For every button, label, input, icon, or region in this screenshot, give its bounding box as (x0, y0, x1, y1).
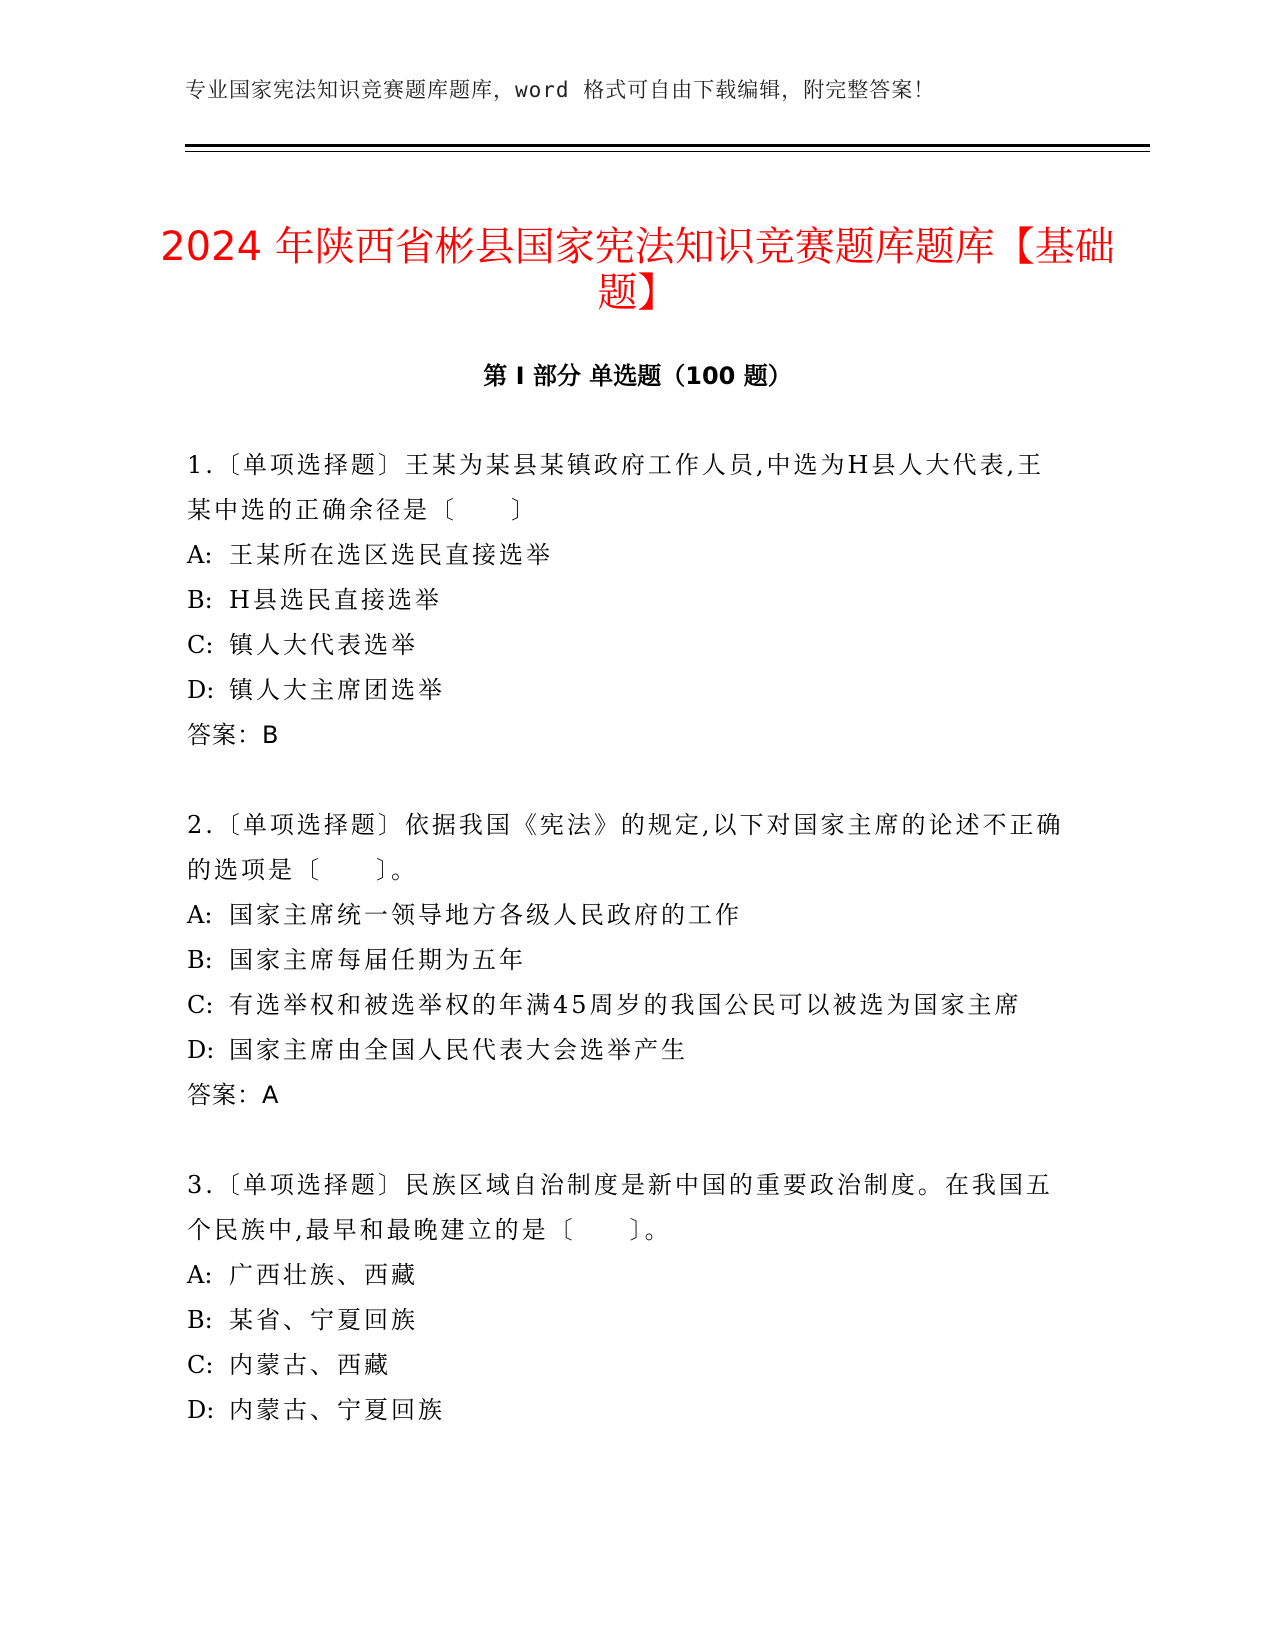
question-stem: 1.〔单项选择题〕王某为某县某镇政府工作人员,中选为H县人大代表,王某中选的正确余径是〔 〕 (187, 451, 1045, 524)
option-key: D: (187, 1036, 215, 1064)
document-title: 2024 年陕西省彬县国家宪法知识竞赛题库题库【基础题】 (160, 223, 1115, 316)
option-b (187, 938, 1067, 983)
option-key: D: (187, 1396, 215, 1424)
header-divider-thick (185, 144, 1150, 147)
option-text: 内蒙古、宁夏回族 (229, 1396, 445, 1424)
option-text: 国家主席每届任期为五年 (229, 946, 526, 974)
question-stem: 3.〔单项选择题〕民族区域自治制度是新中国的重要政治制度。在我国五个民族中,最早和最晚建立的是〔 〕。 (187, 1171, 1053, 1244)
section-heading: 第 I 部分 单选题（100 题） (483, 362, 792, 390)
option-key: B: (187, 946, 213, 974)
option-c (187, 983, 1067, 1028)
option-key: A: (187, 1261, 213, 1289)
header-divider-thin (185, 151, 1150, 152)
option-text: 国家主席由全国人民代表大会选举产生 (229, 1036, 688, 1064)
option-c (187, 623, 1067, 668)
option-d (187, 1388, 1067, 1433)
option-key: C: (187, 1351, 214, 1379)
option-a (187, 1253, 1067, 1298)
question-1 (187, 443, 1067, 758)
option-text: H县选民直接选举 (229, 586, 442, 614)
option-a (187, 533, 1067, 578)
option-text: 镇人大主席团选举 (229, 676, 445, 704)
option-text: 镇人大代表选举 (229, 631, 418, 659)
answer-line: 答案：B (187, 721, 280, 749)
option-text: 广西壮族、西藏 (229, 1261, 418, 1289)
option-key: D: (187, 676, 215, 704)
option-text: 某省、宁夏回族 (229, 1306, 418, 1334)
question-stem: 2.〔单项选择题〕依据我国《宪法》的规定,以下对国家主席的论述不正确的选项是〔 〕。 (187, 811, 1064, 884)
option-d (187, 668, 1067, 713)
header-note: 专业国家宪法知识竞赛题库题库，word 格式可自由下载编辑，附完整答案！ (185, 78, 936, 102)
option-key: A: (187, 541, 213, 569)
question-3 (187, 1163, 1067, 1433)
option-text: 王某所在选区选民直接选举 (229, 541, 553, 569)
option-key: B: (187, 1306, 213, 1334)
option-key: B: (187, 586, 213, 614)
question-list (187, 443, 1067, 1478)
option-c (187, 1343, 1067, 1388)
option-b (187, 578, 1067, 623)
option-a (187, 893, 1067, 938)
option-d (187, 1028, 1067, 1073)
option-text: 国家主席统一领导地方各级人民政府的工作 (229, 901, 742, 929)
option-key: C: (187, 631, 214, 659)
option-key: C: (187, 991, 214, 1019)
option-key: A: (187, 901, 213, 929)
option-b (187, 1298, 1067, 1343)
option-text: 内蒙古、西藏 (229, 1351, 391, 1379)
option-text: 有选举权和被选举权的年满45周岁的我国公民可以被选为国家主席 (229, 991, 1022, 1019)
question-2 (187, 803, 1067, 1118)
answer-line: 答案：A (187, 1081, 280, 1109)
